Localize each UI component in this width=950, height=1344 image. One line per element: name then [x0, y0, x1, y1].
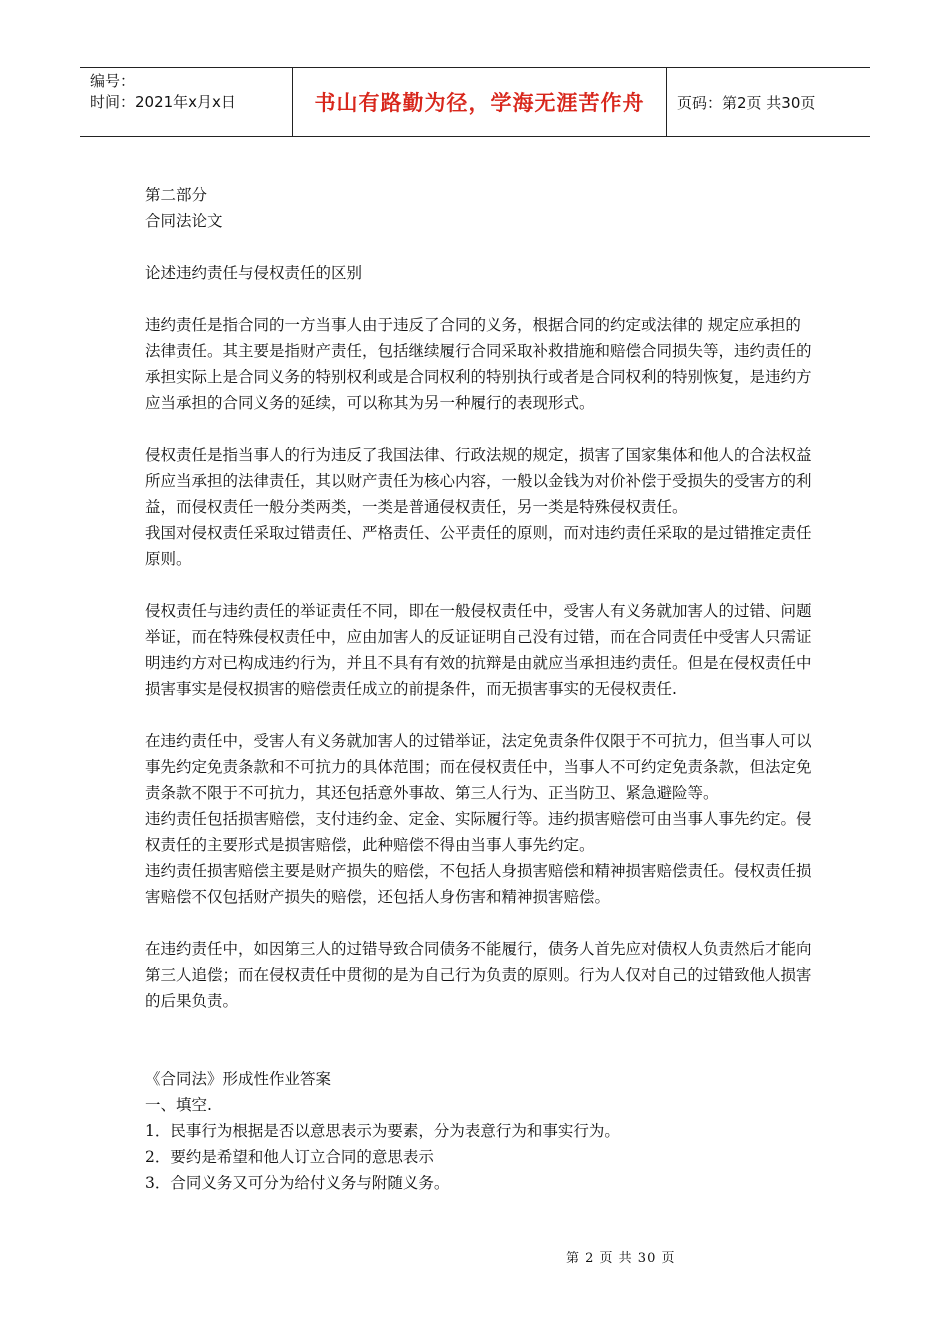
page-header — [80, 67, 870, 137]
paragraph: 侵权责任是指当事人的行为违反了我国法律、行政法规的规定，损害了国家集体和他人的合法权益所应当承担的法律责任，其以财产责任为核心内容，一般以金钱为对价补偿于受损失的受害方的利益，而侵权责任一般分类两类，一类是普通侵权责任，另一类是特殊侵权责任。 — [145, 446, 812, 516]
page-footer: 第 2 页 共 30 页 — [566, 1251, 676, 1266]
number-label: 编号： — [90, 72, 136, 90]
time-label: 时间：2021年x月x日 — [90, 93, 236, 111]
paragraph: 我国对侵权责任采取过错责任、严格责任、公平责任的原则，而对违约责任采取的是过错推定责任原则。 — [145, 524, 812, 568]
list-item: 1．民事行为根据是否以意思表示为要素，分为表意行为和事实行为。 — [145, 1122, 620, 1140]
list-item: 2．要约是希望和他人订立合同的意思表示 — [145, 1148, 434, 1166]
header-motto: 书山有路勤为径，学海无涯苦作舟 — [292, 68, 667, 136]
paragraph: 违约责任是指合同的一方当事人由于违反了合同的义务，根据合同的约定或法律的 规定应承担的法律责任。其主要是指财产责任，包括继续履行合同采取补救措施和赔偿合同损失等，违约责任的承担实际上是合同义务的特别权利或是合同权利的特别执行或者是合同权利的特别恢复，是违约方应当承担的合同义务的延续，可以称其为另一种履行的表现形式。 — [145, 316, 812, 412]
document-body — [145, 182, 815, 1196]
section-heading: 合同法论文 — [145, 212, 223, 230]
paragraph: 在违约责任中，受害人有义务就加害人的过错举证，法定免责条件仅限于不可抗力，但当事人可以事先约定免责条款和不可抗力的具体范围；而在侵权责任中，当事人不可约定免责条款，但法定免责条款不限于不可抗力，其还包括意外事故、第三人行为、正当防卫、紧急避险等。 — [145, 732, 812, 802]
header-page-info: 页码：第2页 共30页 — [677, 93, 816, 112]
header-meta — [80, 68, 292, 136]
part-heading: 第二部分 — [145, 186, 208, 204]
fill-heading: 一、填空. — [145, 1096, 212, 1114]
answers-title: 《合同法》形成性作业答案 — [145, 1070, 332, 1088]
paragraph: 在违约责任中，如因第三人的过错导致合同债务不能履行，债务人首先应对债权人负责然后才能向第三人追偿；而在侵权责任中贯彻的是为自己行为负责的原则。行为人仅对自己的过错致他人损害的后果负责。 — [145, 940, 812, 1010]
paragraph: 违约责任包括损害赔偿，支付违约金、定金、实际履行等。违约损害赔偿可由当事人事先约定。侵权责任的主要形式是损害赔偿，此种赔偿不得由当事人事先约定。 — [145, 810, 812, 854]
list-item: 3．合同义务又可分为给付义务与附随义务。 — [145, 1174, 450, 1192]
essay-title: 论述违约责任与侵权责任的区别 — [145, 264, 363, 282]
paragraph: 违约责任损害赔偿主要是财产损失的赔偿，不包括人身损害赔偿和精神损害赔偿责任。侵权责任损害赔偿不仅包括财产损失的赔偿，还包括人身伤害和精神损害赔偿。 — [145, 862, 812, 906]
paragraph: 侵权责任与违约责任的举证责任不同，即在一般侵权责任中，受害人有义务就加害人的过错、问题举证，而在特殊侵权责任中，应由加害人的反证证明自己没有过错，而在合同责任中受害人只需证明违约方对已构成违约行为，并且不具有有效的抗辩是由就应当承担违约责任。但是在侵权责任中损害事实是侵权损害的赔偿责任成立的前提条件，而无损害事实的无侵权责任. — [145, 602, 812, 698]
